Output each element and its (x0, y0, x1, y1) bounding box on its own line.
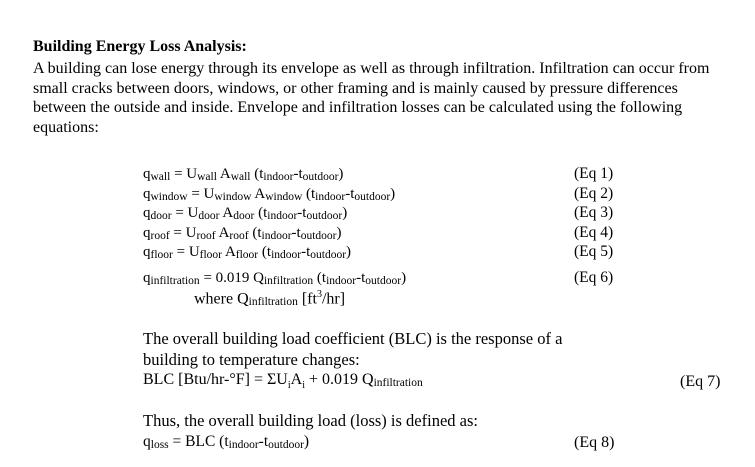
thus-line: Thus, the overall building load (loss) is defined as: (143, 411, 478, 430)
intro-paragraph: A building can lose energy through its envelope as well as through infiltration. Infiltration can occur from small cracks between doors, windows, or other framing and is mainly caused by pressure differences between the outside and inside. Envelope and infiltration losses can be calculated using the following equations: (33, 60, 710, 136)
equation-6: qinfiltration = 0.019 Qinfiltration (tindoor-toutdoor) (143, 270, 407, 287)
equation-3-label: (Eq 3) (574, 204, 614, 221)
equation-6-label: (Eq 6) (574, 269, 614, 286)
equation-5-label: (Eq 5) (574, 243, 614, 260)
equation-5: qfloor = Ufloor Afloor (tindoor-toutdoor) (143, 244, 352, 261)
blc-paragraph: The overall building load coefficient (BLC) is the response of a building to temperature changes: (143, 329, 563, 369)
where-line: where Qinfiltration $[ft^3/hr]$ (194, 289, 346, 309)
equation-2-label: (Eq 2) (574, 184, 614, 202)
equation-3: qdoor = Udoor Adoor (tindoor-toutdoor) (143, 205, 348, 222)
equation-7-label: (Eq 7) (680, 373, 721, 390)
equation-4: qroof = Uroof Aroof (tindoor-toutdoor) (143, 224, 342, 242)
equation-1-label: (Eq 1) (574, 165, 614, 182)
section-heading: Building Energy Loss Analysis: (33, 38, 247, 55)
blc-equation: BLC $[Btu/hr-^\circ F] = \Sigma U_iA_i + 0.019$ Qinfiltration (143, 371, 423, 392)
equation-4-label: (Eq 4) (574, 223, 614, 241)
equation-1: qwall = Uwall Awall (tindoor-toutdoor) (143, 166, 344, 183)
equation-2: qwindow = Uwindow Awindow (tindoor-toutdoor) (143, 185, 396, 203)
equation-8-label: (Eq 8) (574, 434, 615, 451)
loss-equation: qloss = BLC (tindoor-toutdoor) (143, 433, 310, 451)
